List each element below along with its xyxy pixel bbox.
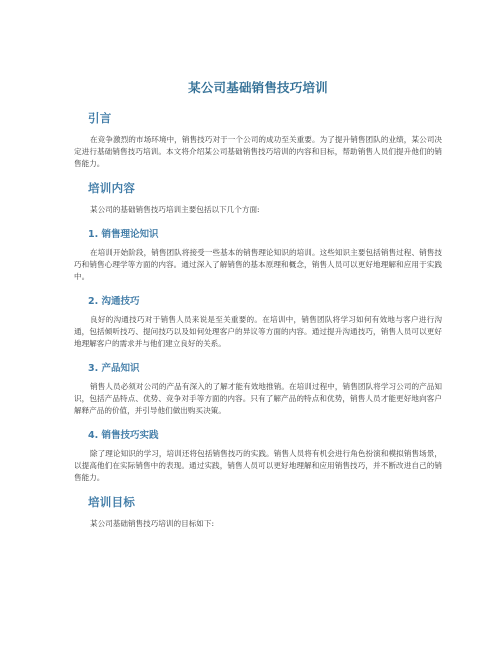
section-heading-content: 培训内容 [88, 181, 136, 195]
communication-paragraph: 良好的沟通技巧对于销售人员来说是至关重要的。在培训中，销售团队将学习如何有效地与客户进行沟通，包括倾听技巧、提问技巧以及如何处理客户的异议等方面的内容。通过提升沟通技巧，销售人员可以更好地理解客户的需求并与他们建立良好的关系。 [74, 315, 442, 348]
section-heading-goals: 培训目标 [88, 495, 136, 509]
goals-intro-paragraph: 某公司基础销售技巧培训的目标如下: [90, 519, 215, 528]
subsection-heading-communication: 2. 沟通技巧 [88, 296, 140, 307]
content-intro-paragraph: 某公司的基础销售技巧培训主要包括以下几个方面: [90, 205, 260, 214]
sales-theory-paragraph: 在培训开始阶段，销售团队将接受一些基本的销售理论知识的培训。这些知识主要包括销售过程、销售技巧和销售心理学等方面的内容。通过深入了解销售的基本原理和概念，销售人员可以更好地理解和应用于实践中。 [74, 248, 442, 281]
document-title: 某公司基础销售技巧培训 [188, 80, 328, 95]
subsection-heading-sales-theory: 1. 销售理论知识 [88, 229, 159, 240]
product-knowledge-paragraph: 销售人员必须对公司的产品有深入的了解才能有效地推销。在培训过程中，销售团队将学习公司的产品知识，包括产品特点、优势、竞争对手等方面的内容。只有了解产品的特点和优势，销售人员才能更好地向客户解释产品的价值，并引导他们做出购买决策。 [74, 382, 442, 415]
intro-paragraph: 在竞争激烈的市场环境中，销售技巧对于一个公司的成功至关重要。为了提升销售团队的业绩，某公司决定进行基础销售技巧培训。本文将介绍某公司基础销售技巧培训的内容和目标，帮助销售人员们提升他们的销售能力。 [74, 135, 442, 168]
subsection-heading-sales-practice: 4. 销售技巧实践 [88, 430, 159, 441]
sales-practice-paragraph: 除了理论知识的学习，培训还将包括销售技巧的实践。销售人员将有机会进行角色扮演和模拟销售场景，以提高他们在实际销售中的表现。通过实践，销售人员可以更好地理解和应用销售技巧，并不断改进自己的销售能力。 [74, 449, 442, 482]
subsection-heading-product-knowledge: 3. 产品知识 [88, 363, 140, 374]
section-heading-intro: 引言 [88, 111, 112, 125]
